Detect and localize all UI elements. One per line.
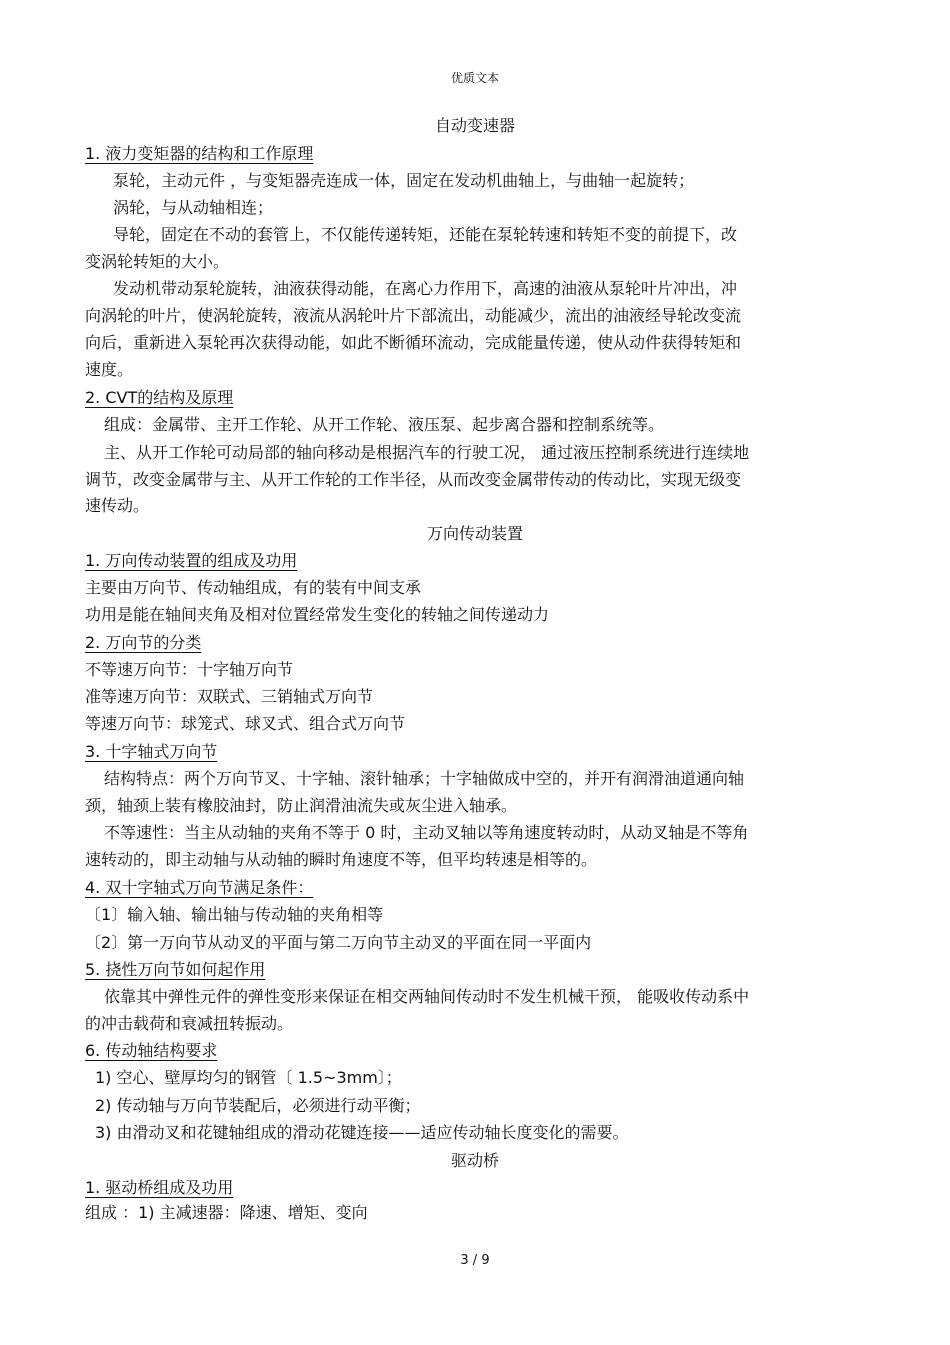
paragraph-line: 不等速万向节：十字轴万向节 <box>85 660 294 679</box>
paragraph-line: 〔1〕输入轴、输出轴与传动轴的夹角相等 <box>85 905 384 924</box>
paragraph-line: 准等速万向节：双联式、三销轴式万向节 <box>85 687 374 706</box>
paragraph-line: 组成 ：1) 主减速器：降速、增矩、变向 <box>85 1203 368 1222</box>
heading-flexible-joint: 5. 挠性万向节如何起作用 <box>85 960 266 979</box>
paragraph-line: 依靠其中弹性元件的弹性变形来保证在相交两轴间传动时不发生机械干预， 能吸收传动系中 <box>104 987 750 1006</box>
paragraph-line: 不等速性：当主从动轴的夹角不等于 0 时，主动叉轴以等角速度转动时，从动叉轴是不等角 <box>104 823 749 842</box>
paragraph-line: 〔2〕第一万向节从动叉的平面与第二万向节主动叉的平面在同一平面内 <box>85 933 592 952</box>
paragraph-line: 速传动。 <box>85 496 150 515</box>
heading-double-cross: 4. 双十字轴式万向节满足条件： <box>85 878 314 897</box>
heading-torque-converter: 1. 液力变矩器的结构和工作原理 <box>85 144 314 163</box>
section-title-automatic-transmission: 自动变速器 <box>434 116 515 135</box>
section-title-drive-axle: 驱动桥 <box>450 1151 499 1170</box>
page-header: 优质文本 <box>450 71 499 85</box>
heading-composition: 1. 万向传动装置的组成及功用 <box>85 551 298 570</box>
paragraph-line: 泵轮，主动元件 ，与变矩器壳连成一体，固定在发动机曲轴上，与曲轴一起旋转； <box>113 171 695 190</box>
paragraph-line: 的冲击载荷和衰减扭转振动。 <box>85 1014 294 1033</box>
paragraph-line: 发动机带动泵轮旋转，油液获得动能，在离心力作用下，高速的油液从泵轮叶片冲出，冲 <box>113 279 738 298</box>
heading-classification: 2. 万向节的分类 <box>85 633 202 652</box>
paragraph-line: 主要由万向节、传动轴组成，有的装有中间支承 <box>85 578 422 597</box>
paragraph-line: 导轮，固定在不动的套管上，不仅能传递转矩，还能在泵轮转速和转矩不变的前提下，改 <box>113 225 738 244</box>
list-item: 3) 由滑动叉和花键轴组成的滑动花键连接——适应传动轴长度变化的需要。 <box>95 1123 629 1142</box>
paragraph-line: 速转动的，即主动轴与从动轴的瞬时角速度不等，但平均转速是相等的。 <box>85 850 598 869</box>
paragraph-line: 主、从开工作轮可动局部的轴向移动是根据汽车的行驶工况， 通过液压控制系统进行连续地 <box>104 443 750 462</box>
heading-drive-shaft: 6. 传动轴结构要求 <box>85 1041 218 1060</box>
paragraph-line: 向涡轮的叶片，使涡轮旋转，液流从涡轮叶片下部流出，动能减少，流出的油液经导轮改变流 <box>85 306 742 325</box>
paragraph-line: 速度。 <box>85 360 134 379</box>
heading-drive-axle: 1. 驱动桥组成及功用 <box>85 1178 234 1197</box>
paragraph-line: 变涡轮转矩的大小。 <box>85 252 230 271</box>
paragraph-line: 向后，重新进入泵轮再次获得动能，如此不断循环流动，完成能量传递，使从动件获得转矩和 <box>85 333 742 352</box>
paragraph-line: 组成：金属带、主开工作轮、从开工作轮、液压泵、起步离合器和控制系统等。 <box>104 415 665 434</box>
paragraph-line: 调节，改变金属带与主、从开工作轮的工作半径，从而改变金属带传动的传动比，实现无级变 <box>85 470 742 489</box>
list-item: 2) 传动轴与万向节装配后，必须进行动平衡； <box>95 1096 421 1115</box>
paragraph-line: 功用是能在轴间夹角及相对位置经常发生变化的转轴之间传递动力 <box>85 605 550 624</box>
paragraph-line: 涡轮，与从动轴相连； <box>113 198 274 217</box>
paragraph-line: 等速万向节：球笼式、球叉式、组合式万向节 <box>85 714 406 733</box>
list-item: 1) 空心、壁厚均匀的钢管〔 1.5~3mm〕； <box>95 1068 402 1087</box>
paragraph-line: 结构特点：两个万向节叉、十字轴、滚针轴承；十字轴做成中空的，并开有润滑油道通向轴 <box>104 769 745 788</box>
section-title-universal-joint: 万向传动装置 <box>426 524 523 543</box>
paragraph-line: 颈，轴颈上装有橡胶油封，防止润滑油流失或灰尘进入轴承。 <box>85 796 518 815</box>
heading-cross-shaft: 3. 十字轴式万向节 <box>85 742 218 761</box>
page-number: 3 / 9 <box>460 1253 490 1268</box>
heading-cvt: 2. CVT的结构及原理 <box>85 388 234 407</box>
